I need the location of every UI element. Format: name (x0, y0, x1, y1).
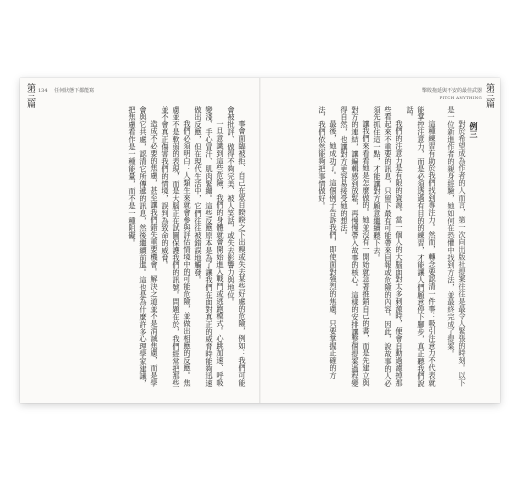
right-paragraph-2: 我們的注意力是有限的資源。當一個人的大腦面對太多刺激時，便會自動過濾掉那些看起來不重要的訊息，只留下最有可能帶來回報或危險的內容。因此，說故事的人必須先抓住這一點，才能讓對方願意繼續聽下去。 (373, 106, 404, 388)
left-thumb-mark: 第三篇 (25, 83, 35, 107)
left-page-number: 134 (38, 88, 48, 94)
case-intro: 對於希望成為作者的人而言，第一次向出版社提案往往是最令人緊張的時刻。以下是一位新進作者的親身經驗，她如何在恐懼中找到方法，並最終完成了提案。 (447, 106, 467, 387)
right-page (261, 78, 500, 403)
left-paragraph-2: 一旦意識到這些危險，我們的身體就會開始進入戰鬥或逃跑模式。心跳加速、呼吸變淺、手心冒汗、肌肉緊繃。這些反應原本是為了讓我們在面對真正的威脅時能夠迅速做出反應，但在現代生活中，它們往往被錯誤地觸發。 (194, 106, 225, 388)
right-running-title: 擊敗拖延與不安的最佳武器 (421, 88, 482, 94)
left-body-text (38, 106, 248, 389)
left-paragraph-1: 事會面臨被拒、自己在眾目睽睽之下出糗或失去某些好處的危險，例如：我們可能會被批評、做得不夠完美、被人笑話，或失去影響力與地位。 (227, 106, 247, 387)
left-paragraph-3: 我們必須明白：人類生來就會參與評估情境中的可能危險，並做出相應的反應。焦慮並不是軟弱的表現，而是大腦正在試圖保護我們的訊號。問題在於，我們經常把那些並不會真正傷害我們的情境，誤判為致命的威脅。 (161, 106, 192, 388)
right-paragraph-3: 讓我們來看看她是怎麼做的。她並沒有一開始就急著推銷自己的書，而是先建立與對方的連結，讓編輯感到放鬆，再慢慢帶入故事的核心。這樣的安排讓整個提案過程變得自然，也讓對方更容易接受她的想法。 (340, 106, 371, 388)
left-page (20, 78, 259, 403)
left-running-header (38, 87, 94, 94)
left-running-title: 任何狀態下都能寫 (54, 88, 95, 94)
right-running-subtitle: PITCH ANYTHING (439, 95, 482, 100)
left-paragraph-4: 造成不必要的焦慮，甚至讓我們錯失重要機會。解決之道並不是消滅焦慮，而是學會與它共處，認清它所傳遞的訊息，然後繼續前進。這也是為什麼許多心理學家建議，把焦慮看作是一種能量，而不是一種阻礙。 (128, 106, 159, 388)
right-thumb-mark: 第三篇 (484, 83, 494, 107)
right-paragraph-1: 這種練習有助於我們找到專注力。然而，轉念要認清一件事：吸引注意力不代表就能掌控注意力，而是必須透過有目的的練習，才能讓人們願意停下腳步，真正聽我們說話。 (406, 106, 437, 388)
open-book (20, 78, 500, 403)
right-paragraph-4: 最後，她成功了。這個例子告訴我們，即使面對強烈的焦慮，只要掌握正確的方法，我們依然能夠把事情做好。 (318, 106, 338, 380)
right-running-header (422, 87, 482, 100)
case-title: 例三 (469, 122, 479, 139)
right-body-text (273, 106, 479, 389)
